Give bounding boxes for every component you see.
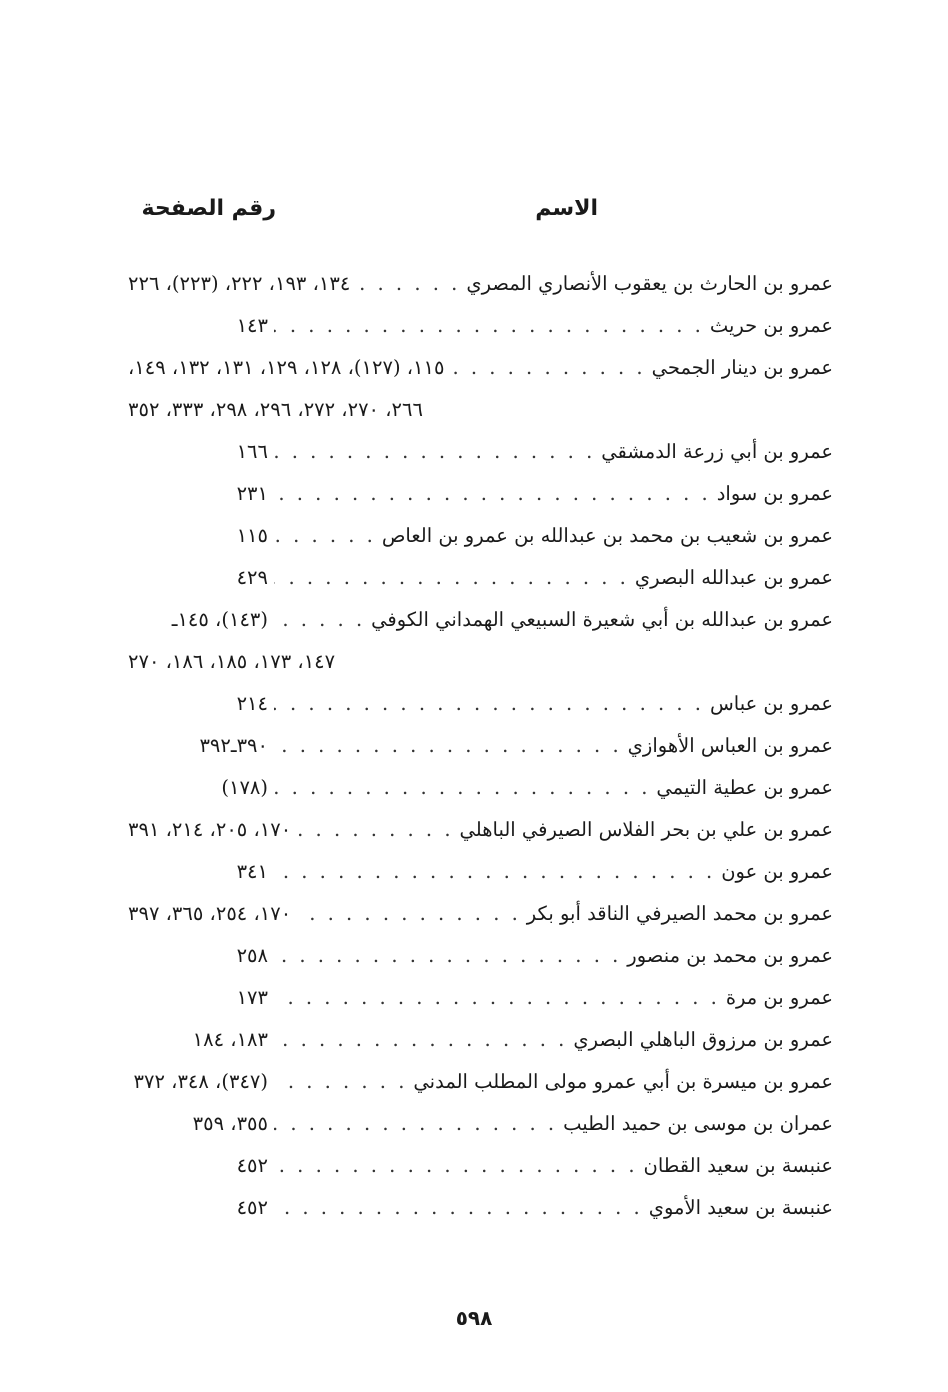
index-entry-line [128,308,833,350]
entry-pages: ١٧٠، ٢٥٤، ٣٦٥، ٣٩٧ [128,902,292,925]
entry-name: عمرو بن حريث [709,314,833,337]
dot-leader [274,728,622,764]
index-entries [128,266,833,1232]
index-entry-line [128,854,833,896]
index-entry [128,938,833,980]
entry-name: عمرو بن مرزوق الباهلي البصري [573,1028,833,1051]
dot-leader [274,560,629,596]
entry-pages: ١٧٣ [236,986,268,1009]
dot-leader [274,980,720,1016]
entry-pages: (٣٤٧)، ٣٤٨، ٣٧٢ [133,1070,268,1093]
entry-name: عمرو بن الحارث بن يعقوب الأنصاري المصري [466,272,833,295]
index-entry-line [128,896,833,938]
entry-name: عمرو بن أبي زرعة الدمشقي [601,440,833,463]
entry-pages: ٢٣١ [236,482,268,505]
dot-leader [274,770,650,806]
entry-pages: ١٤٣ [236,314,268,337]
entry-pages: ١٨٣، ١٨٤ [192,1028,268,1051]
index-entry-line [128,1190,833,1232]
entry-name: عمرو بن سواد [716,482,833,505]
entry-name: عمرو بن عطية التيمي [656,776,833,799]
dot-leader [450,350,645,386]
entry-pages: (١٧٨) [221,776,268,799]
index-entry-line [128,686,833,728]
dot-leader [274,602,365,638]
index-entry [128,266,833,308]
entry-name: عنبسة بن سعيد الأموي [648,1196,833,1219]
index-entry [128,770,833,812]
index-entry-line [128,518,833,560]
index-entry-line [128,560,833,602]
dot-leader [274,686,704,722]
dot-leader [274,854,715,890]
index-entry-line [128,770,833,812]
dot-leader [274,938,621,974]
entry-pages: ٢٥٨ [236,944,268,967]
entry-pages: ٤٢٩ [236,566,268,589]
index-entry [128,1022,833,1064]
dot-leader [297,812,453,848]
entry-pages: ١٣٤، ١٩٣، ٢٢٢، (٢٢٣)، ٢٢٦ [128,272,351,295]
index-entry-line [128,476,833,518]
index-entry-line [128,602,833,644]
index-entry-line [128,1022,833,1064]
entry-pages: ٣٤١ [236,860,268,883]
entry-name: عمرو بن عون [721,860,833,883]
entry-name: عمرو بن مرة [725,986,833,1009]
entry-pages: ١١٥، (١٢٧)، ١٢٨، ١٢٩، ١٣١، ١٣٢، ١٤٩، [128,356,445,379]
entry-pages: ١٧٠، ٢٠٥، ٢١٤، ٣٩١ [128,818,292,841]
index-entry-line [128,1106,833,1148]
index-entry-line [128,812,833,854]
index-entry-line [128,1064,833,1106]
index-entry [128,1106,833,1148]
index-entry-line [128,1148,833,1190]
index-entry-line [128,434,833,476]
entry-name: عنبسة بن سعيد القطان [643,1154,833,1177]
entry-pages: ١١٥ [236,524,268,547]
dot-leader [274,1022,567,1058]
entry-pages: ٣٩٠ـ٣٩٢ [199,734,268,757]
entry-name: عمرو بن محمد بن منصور [627,944,833,967]
dot-leader [297,896,521,932]
entry-name: عمران بن موسى بن حميد الطيب [563,1112,833,1135]
entry-name: عمرو بن علي بن بحر الفلاس الصيرفي الباهلي [459,818,833,841]
index-entry-line [128,980,833,1022]
index-entry [128,1064,833,1106]
dot-leader [274,518,376,554]
dot-leader [274,434,595,470]
entry-pages: ١٦٦ [236,440,268,463]
column-header-name: الاسم [535,196,598,221]
entry-pages: ٢١٤ [236,692,268,715]
dot-leader [274,308,704,344]
entry-name: عمرو بن شعيب بن محمد بن عبدالله بن عمرو بن العاص [381,524,833,547]
dot-leader [274,1064,407,1100]
index-entry [128,896,833,938]
entry-pages: ٤٥٢ [236,1154,268,1177]
index-entry [128,728,833,770]
dot-leader [274,1106,557,1142]
index-entry [128,350,833,434]
dot-leader [356,266,460,302]
entry-pages-continued: ٢٦٦، ٢٧٠، ٢٧٢، ٢٩٦، ٢٩٨، ٣٣٣، ٣٥٢ [128,398,423,421]
entry-pages: ٤٥٢ [236,1196,268,1219]
index-entry-line [128,266,833,308]
entry-name: عمرو بن العباس الأهوازي [627,734,833,757]
index-entry [128,854,833,896]
entry-pages-continued: ١٤٧، ١٧٣، ١٨٥، ١٨٦، ٢٧٠ [128,650,336,673]
index-entry [128,602,833,686]
entry-name: عمرو بن عباس [709,692,833,715]
index-entry [128,518,833,560]
index-entry [128,560,833,602]
index-entry-line [128,350,833,392]
index-entry [128,476,833,518]
index-entry [128,308,833,350]
index-entry [128,980,833,1022]
entry-name: عمرو بن محمد الصيرفي الناقد أبو بكر [526,902,833,925]
index-entry [128,1148,833,1190]
index-entry [128,812,833,854]
dot-leader [274,1148,638,1184]
entry-pages: ٣٥٥، ٣٥٩ [192,1112,268,1135]
dot-leader [274,1190,643,1226]
entry-name: عمرو بن ميسرة بن أبي عمرو مولى المطلب المدني [413,1070,833,1093]
index-entry [128,434,833,476]
entry-name: عمرو بن دينار الجمحي [651,356,833,379]
column-header-page: رقم الصفحة [141,196,276,221]
index-entry-line [128,728,833,770]
index-entry [128,1190,833,1232]
entry-name: عمرو بن عبدالله بن أبي شعيرة السبيعي الهمداني الكوفي [371,608,833,631]
index-entry-line [128,938,833,980]
entry-pages: (١٤٣)، ١٤٥ـ [171,608,268,631]
index-entry [128,686,833,728]
dot-leader [274,476,711,512]
page-number: ٥٩٨ [455,1306,493,1330]
entry-name: عمرو بن عبدالله البصري [634,566,833,589]
